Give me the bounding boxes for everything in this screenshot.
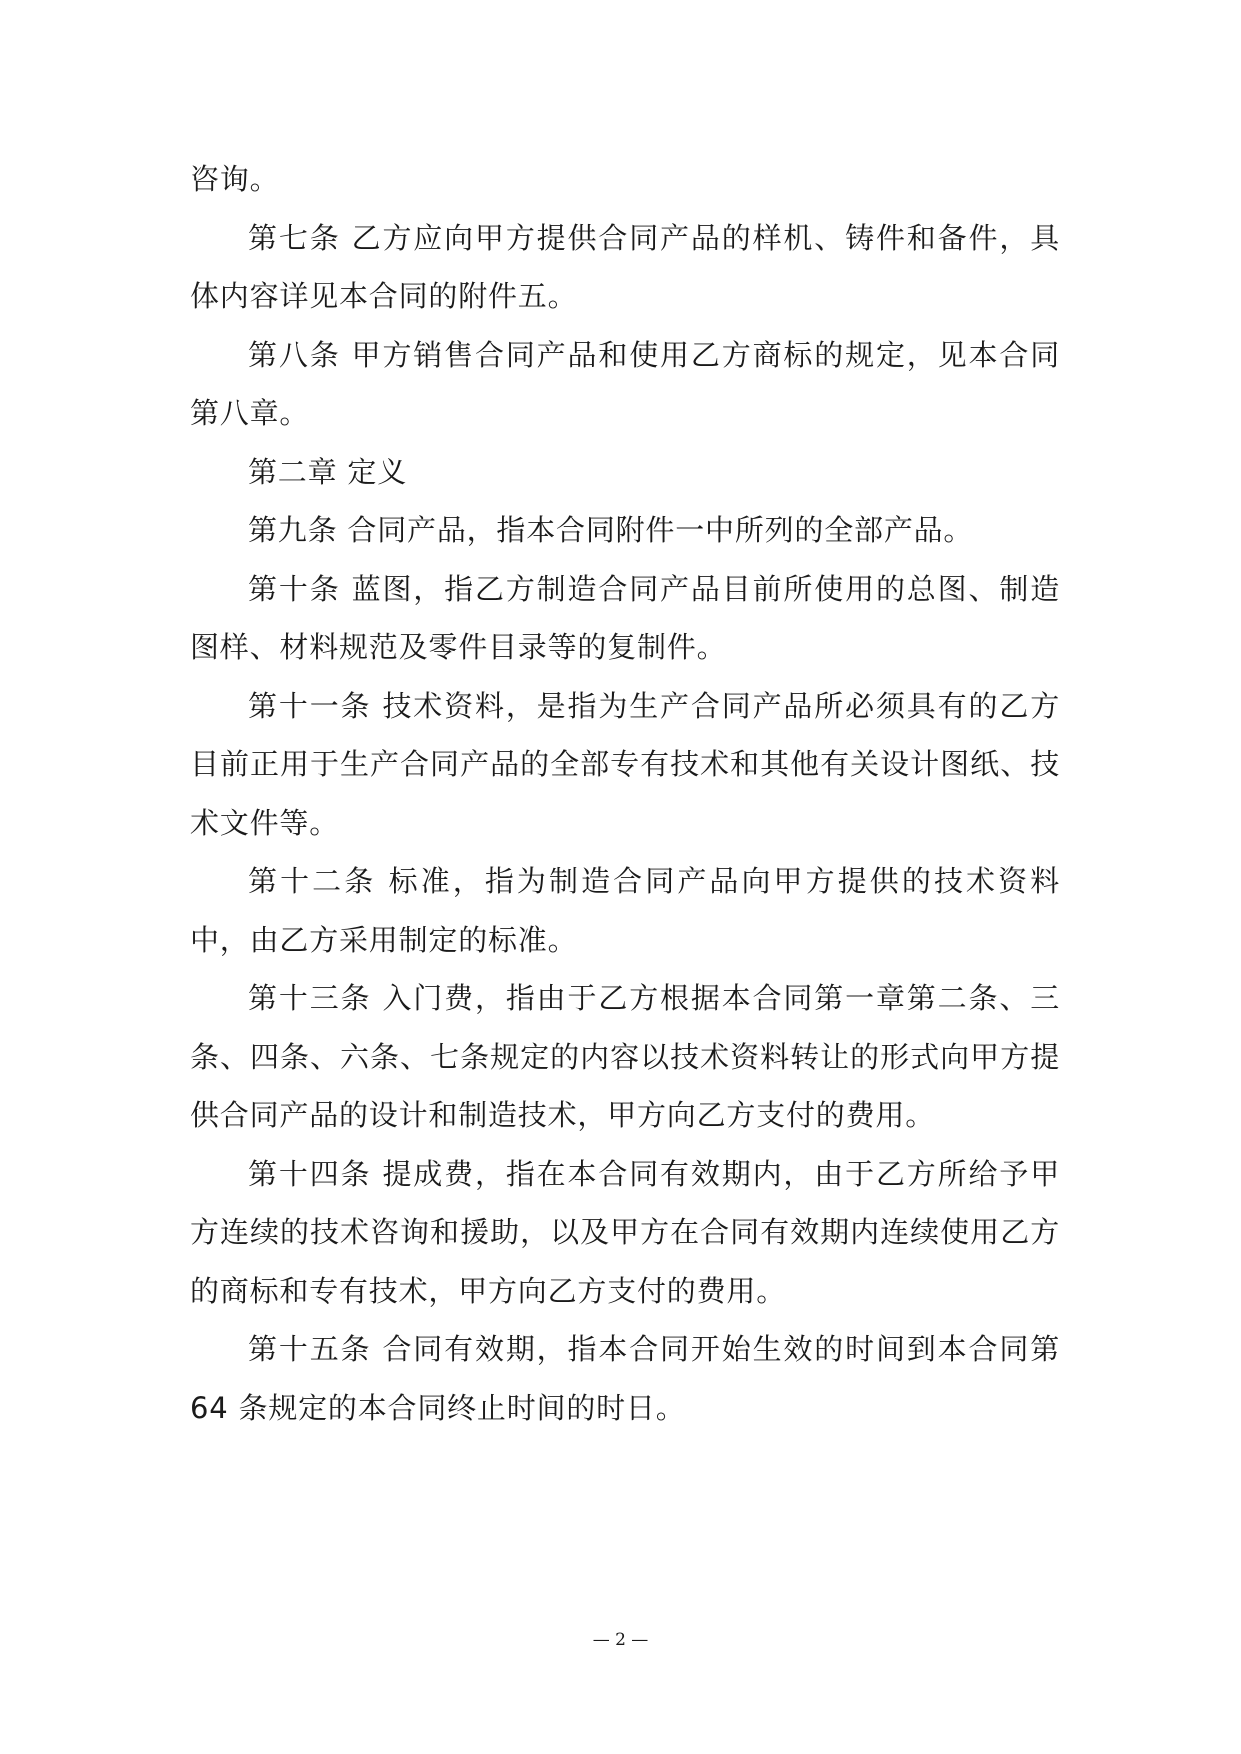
article-10: 第十条 蓝图，指乙方制造合同产品目前所使用的总图、制造图样、材料规范及零件目录等的复制件。 [190, 571, 1060, 664]
article-15: 第十五条 合同有效期，指本合同开始生效的时间到本合同第 64 条规定的本合同终止时间的时日。 [190, 1332, 1060, 1425]
article-8: 第八条 甲方销售合同产品和使用乙方商标的规定，见本合同第八章。 [190, 337, 1060, 430]
article-11: 第十一条 技术资料，是指为生产合同产品所必须具有的乙方目前正用于生产合同产品的全部专有技术和其他有关设计图纸、技术文件等。 [190, 688, 1060, 840]
chapter-2-heading: 第二章 定义 [248, 454, 408, 489]
article-13: 第十三条 入门费，指由于乙方根据本合同第一章第二条、三条、四条、六条、七条规定的内容以技术资料转让的形式向甲方提供合同产品的设计和制造技术，甲方向乙方支付的费用。 [190, 981, 1060, 1132]
article-14: 第十四条 提成费，指在本合同有效期内，由于乙方所给予甲方连续的技术咨询和援助，以及甲方在合同有效期内连续使用乙方的商标和专有技术，甲方向乙方支付的费用。 [190, 1156, 1060, 1308]
paragraph-continuation: 咨询。 [190, 162, 280, 196]
document-body [190, 150, 1060, 1437]
article-9: 第九条 合同产品，指本合同附件一中所列的全部产品。 [248, 513, 974, 547]
article-7: 第七条 乙方应向甲方提供合同产品的样机、铸件和备件，具体内容详见本合同的附件五。 [190, 220, 1060, 313]
page-number: — 2 — [592, 1630, 649, 1650]
article-12: 第十二条 标准，指为制造合同产品向甲方提供的技术资料中，由乙方采用制定的标准。 [190, 864, 1060, 957]
